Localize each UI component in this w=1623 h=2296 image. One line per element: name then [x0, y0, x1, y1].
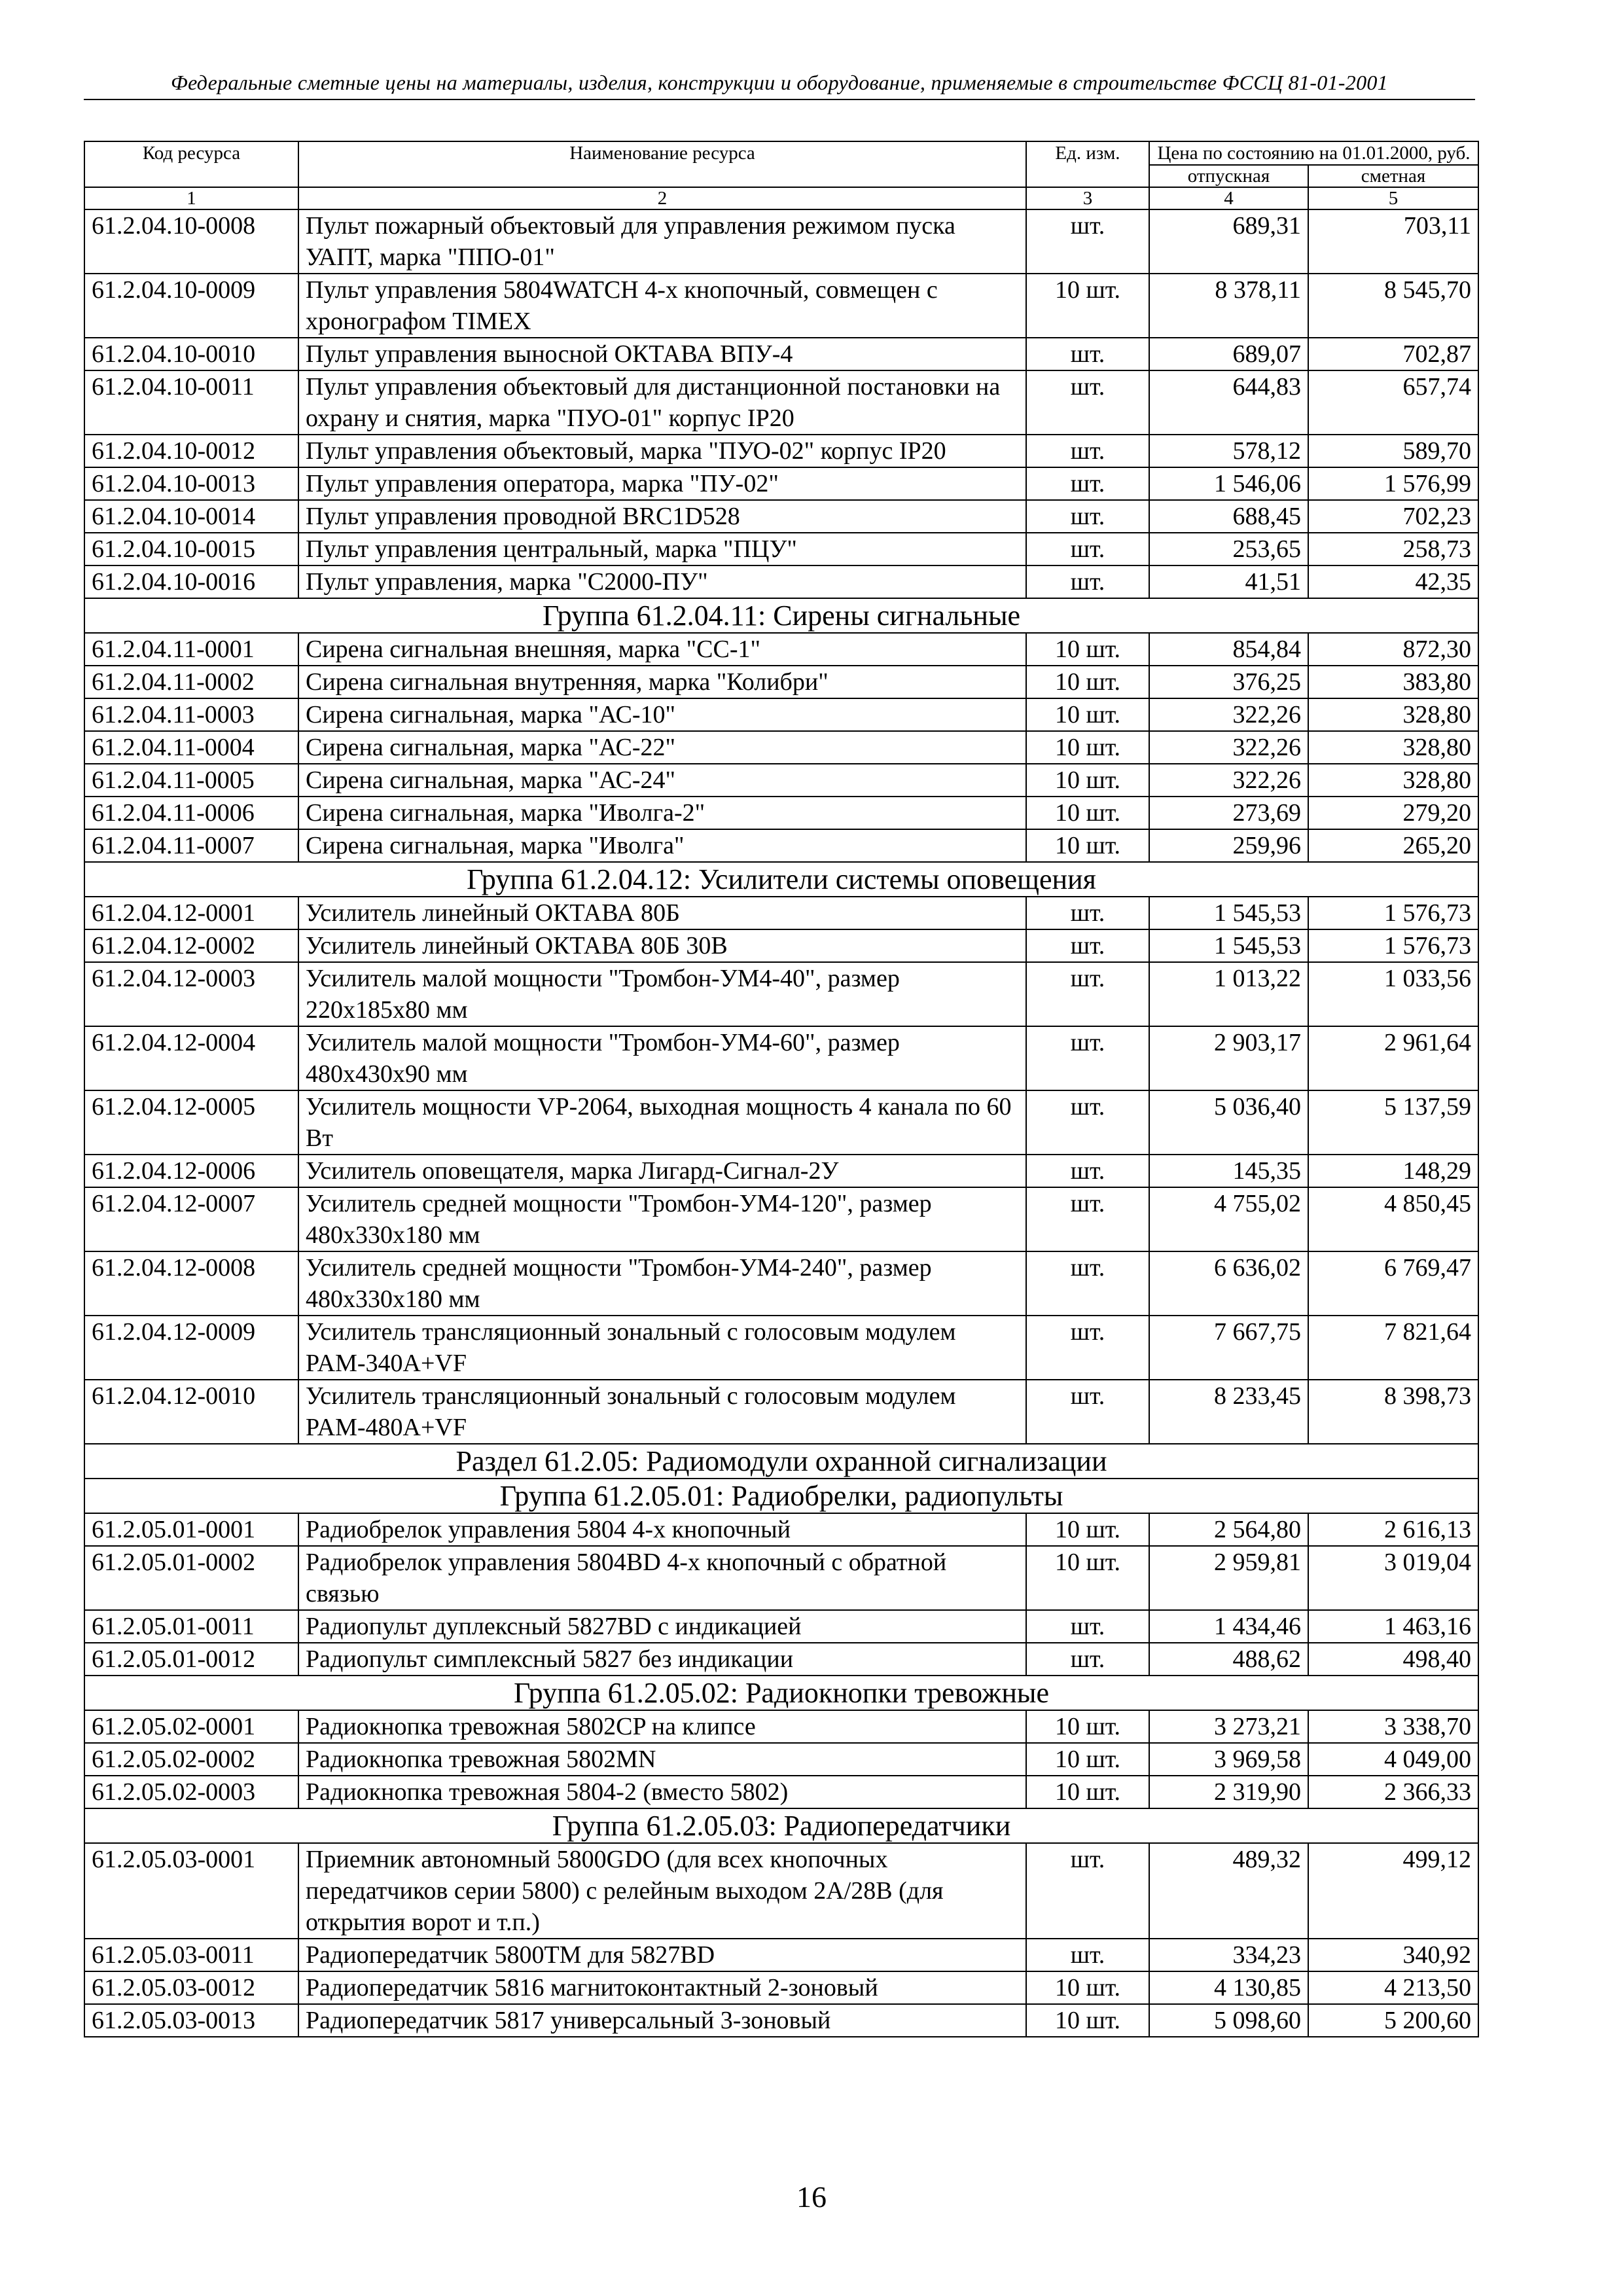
column-number: 4: [1149, 187, 1308, 209]
resource-name: Радиопульт дуплексный 5827BD с индикацией: [298, 1610, 1026, 1643]
release-price: 4 755,02: [1149, 1187, 1308, 1251]
estimate-price: 8 545,70: [1308, 274, 1478, 338]
table-row: [84, 500, 1478, 533]
page-number: 16: [796, 2180, 827, 2214]
resource-name: Усилитель средней мощности "Тромбон-УМ4-240", размер 480х330х180 мм: [298, 1251, 1026, 1316]
resource-code: 61.2.05.01-0012: [84, 1643, 298, 1676]
unit-of-measure: шт.: [1026, 962, 1149, 1026]
table-row: [84, 338, 1478, 370]
unit-of-measure: шт.: [1026, 209, 1149, 274]
table-row: [84, 1513, 1478, 1546]
resource-name: Пульт управления объектовый для дистанционной постановки на охрану и снятия, марка "ПУО-01" корпус IP20: [298, 370, 1026, 435]
resource-name: Сирена сигнальная внешняя, марка "СС-1": [298, 633, 1026, 666]
resource-name: Усилитель линейный ОКТАВА 80Б: [298, 897, 1026, 929]
table-row: [84, 1090, 1478, 1155]
unit-of-measure: шт.: [1026, 500, 1149, 533]
estimate-price: 2 366,33: [1308, 1776, 1478, 1808]
unit-of-measure: 10 шт.: [1026, 274, 1149, 338]
release-price: 322,26: [1149, 698, 1308, 731]
resource-code: 61.2.04.12-0003: [84, 962, 298, 1026]
resource-code: 61.2.05.03-0011: [84, 1939, 298, 1971]
resource-name: Усилитель линейный ОКТАВА 80Б 30В: [298, 929, 1026, 962]
release-price: 1 545,53: [1149, 929, 1308, 962]
table-row: [84, 533, 1478, 565]
resource-name: Радиокнопка тревожная 5802MN: [298, 1743, 1026, 1776]
resource-code: 61.2.05.02-0001: [84, 1710, 298, 1743]
resource-name: Усилитель малой мощности "Тромбон-УМ4-60", размер 480х430х90 мм: [298, 1026, 1026, 1090]
resource-name: Сирена сигнальная, марка "АС-22": [298, 731, 1026, 764]
resource-name: Пульт управления объектовый, марка "ПУО-02" корпус IP20: [298, 435, 1026, 467]
release-price: 1 546,06: [1149, 467, 1308, 500]
estimate-price: 1 576,99: [1308, 467, 1478, 500]
release-price: 322,26: [1149, 764, 1308, 797]
col-header-name: Наименование ресурса: [298, 141, 1026, 187]
table-row: [84, 1380, 1478, 1444]
resource-code: 61.2.05.03-0001: [84, 1843, 298, 1939]
estimate-price: 5 200,60: [1308, 2004, 1478, 2037]
estimate-price: 2 961,64: [1308, 1026, 1478, 1090]
unit-of-measure: шт.: [1026, 1155, 1149, 1187]
resource-name: Радиокнопка тревожная 5804-2 (вместо 5802): [298, 1776, 1026, 1808]
resource-name: Пульт управления, марка "С2000-ПУ": [298, 565, 1026, 598]
group-heading: Раздел 61.2.05: Радиомодули охранной сигнализации: [84, 1444, 1478, 1479]
resource-code: 61.2.05.02-0002: [84, 1743, 298, 1776]
resource-name: Радиопередатчик 5817 универсальный 3-зоновый: [298, 2004, 1026, 2037]
estimate-price: 1 463,16: [1308, 1610, 1478, 1643]
running-header: Федеральные сметные цены на материалы, изделия, конструкции и оборудование, применяемые в строительстве ФССЦ 81-01-2001: [84, 71, 1475, 100]
estimate-price: 4 049,00: [1308, 1743, 1478, 1776]
table-row: [84, 829, 1478, 862]
resource-code: 61.2.04.12-0005: [84, 1090, 298, 1155]
estimate-price: 702,23: [1308, 500, 1478, 533]
unit-of-measure: шт.: [1026, 370, 1149, 435]
release-price: 259,96: [1149, 829, 1308, 862]
release-price: 376,25: [1149, 666, 1308, 698]
resource-code: 61.2.04.10-0010: [84, 338, 298, 370]
resource-code: 61.2.05.03-0012: [84, 1971, 298, 2004]
resource-name: Сирена сигнальная, марка "АС-24": [298, 764, 1026, 797]
release-price: 1 545,53: [1149, 897, 1308, 929]
resource-code: 61.2.05.01-0002: [84, 1546, 298, 1610]
resource-code: 61.2.04.12-0009: [84, 1316, 298, 1380]
release-price: 7 667,75: [1149, 1316, 1308, 1380]
resource-name: Радиопульт симплексный 5827 без индикации: [298, 1643, 1026, 1676]
resource-code: 61.2.04.12-0002: [84, 929, 298, 962]
unit-of-measure: шт.: [1026, 1316, 1149, 1380]
table-row: [84, 1026, 1478, 1090]
estimate-price: 279,20: [1308, 797, 1478, 829]
column-number-row: [84, 187, 1478, 209]
resource-name: Радиопередатчик 5800TM для 5827BD: [298, 1939, 1026, 1971]
unit-of-measure: шт.: [1026, 1187, 1149, 1251]
resource-code: 61.2.04.10-0009: [84, 274, 298, 338]
group-heading-row: [84, 1676, 1478, 1710]
release-price: 5 036,40: [1149, 1090, 1308, 1155]
table-row: [84, 1187, 1478, 1251]
unit-of-measure: шт.: [1026, 1090, 1149, 1155]
resource-code: 61.2.04.10-0012: [84, 435, 298, 467]
col-header-estimate: сметная: [1308, 165, 1478, 187]
column-number: 5: [1308, 187, 1478, 209]
resource-code: 61.2.04.11-0003: [84, 698, 298, 731]
release-price: 322,26: [1149, 731, 1308, 764]
group-heading-row: [84, 598, 1478, 633]
release-price: 2 903,17: [1149, 1026, 1308, 1090]
unit-of-measure: шт.: [1026, 1939, 1149, 1971]
resource-code: 61.2.04.12-0006: [84, 1155, 298, 1187]
unit-of-measure: шт.: [1026, 533, 1149, 565]
release-price: 1 434,46: [1149, 1610, 1308, 1643]
release-price: 6 636,02: [1149, 1251, 1308, 1316]
estimate-price: 1 576,73: [1308, 929, 1478, 962]
resource-name: Сирена сигнальная, марка "Иволга-2": [298, 797, 1026, 829]
table-row: [84, 1776, 1478, 1808]
estimate-price: 703,11: [1308, 209, 1478, 274]
release-price: 689,07: [1149, 338, 1308, 370]
release-price: 854,84: [1149, 633, 1308, 666]
unit-of-measure: 10 шт.: [1026, 1513, 1149, 1546]
resource-name: Пульт управления выносной ОКТАВА ВПУ-4: [298, 338, 1026, 370]
table-row: [84, 1843, 1478, 1939]
resource-name: Радиокнопка тревожная 5802CP на клипсе: [298, 1710, 1026, 1743]
release-price: 5 098,60: [1149, 2004, 1308, 2037]
unit-of-measure: 10 шт.: [1026, 698, 1149, 731]
table-row: [84, 962, 1478, 1026]
table-row: [84, 929, 1478, 962]
group-heading: Группа 61.2.05.01: Радиобрелки, радиопульты: [84, 1479, 1478, 1513]
unit-of-measure: шт.: [1026, 929, 1149, 962]
table-row: [84, 797, 1478, 829]
estimate-price: 148,29: [1308, 1155, 1478, 1187]
unit-of-measure: шт.: [1026, 1610, 1149, 1643]
resource-name: Усилитель средней мощности "Тромбон-УМ4-120", размер 480х330х180 мм: [298, 1187, 1026, 1251]
table-row: [84, 1971, 1478, 2004]
group-heading: Группа 61.2.05.03: Радиопередатчики: [84, 1808, 1478, 1843]
unit-of-measure: 10 шт.: [1026, 666, 1149, 698]
resource-code: 61.2.04.11-0002: [84, 666, 298, 698]
estimate-price: 2 616,13: [1308, 1513, 1478, 1546]
estimate-price: 1 576,73: [1308, 897, 1478, 929]
release-price: 145,35: [1149, 1155, 1308, 1187]
resource-name: Усилитель трансляционный зональный с голосовым модулем PAM-480A+VF: [298, 1380, 1026, 1444]
price-table: [84, 141, 1479, 2037]
unit-of-measure: 10 шт.: [1026, 829, 1149, 862]
estimate-price: 702,87: [1308, 338, 1478, 370]
estimate-price: 589,70: [1308, 435, 1478, 467]
estimate-price: 1 033,56: [1308, 962, 1478, 1026]
resource-name: Пульт управления центральный, марка "ПЦУ": [298, 533, 1026, 565]
resource-code: 61.2.04.10-0011: [84, 370, 298, 435]
group-heading-row: [84, 1479, 1478, 1513]
table-row: [84, 633, 1478, 666]
resource-code: 61.2.04.11-0006: [84, 797, 298, 829]
unit-of-measure: 10 шт.: [1026, 1710, 1149, 1743]
release-price: 578,12: [1149, 435, 1308, 467]
estimate-price: 258,73: [1308, 533, 1478, 565]
table-row: [84, 1710, 1478, 1743]
estimate-price: 872,30: [1308, 633, 1478, 666]
table-row: [84, 1546, 1478, 1610]
group-heading-row: [84, 1444, 1478, 1479]
col-header-release: отпускная: [1149, 165, 1308, 187]
release-price: 2 564,80: [1149, 1513, 1308, 1546]
resource-name: Сирена сигнальная, марка "Иволга": [298, 829, 1026, 862]
resource-name: Пульт управления оператора, марка "ПУ-02": [298, 467, 1026, 500]
estimate-price: 3 019,04: [1308, 1546, 1478, 1610]
table-row: [84, 666, 1478, 698]
resource-code: 61.2.05.03-0013: [84, 2004, 298, 2037]
unit-of-measure: 10 шт.: [1026, 2004, 1149, 2037]
resource-name: Усилитель трансляционный зональный с голосовым модулем PAM-340A+VF: [298, 1316, 1026, 1380]
estimate-price: 4 850,45: [1308, 1187, 1478, 1251]
resource-code: 61.2.04.12-0004: [84, 1026, 298, 1090]
resource-name: Сирена сигнальная внутренняя, марка "Колибри": [298, 666, 1026, 698]
unit-of-measure: шт.: [1026, 1643, 1149, 1676]
table-row: [84, 1643, 1478, 1676]
estimate-price: 6 769,47: [1308, 1251, 1478, 1316]
resource-code: 61.2.04.10-0014: [84, 500, 298, 533]
col-header-unit: Ед. изм.: [1026, 141, 1149, 187]
estimate-price: 7 821,64: [1308, 1316, 1478, 1380]
unit-of-measure: шт.: [1026, 338, 1149, 370]
unit-of-measure: 10 шт.: [1026, 1776, 1149, 1808]
release-price: 3 273,21: [1149, 1710, 1308, 1743]
table-row: [84, 764, 1478, 797]
release-price: 644,83: [1149, 370, 1308, 435]
table-header-row: [84, 141, 1478, 165]
unit-of-measure: 10 шт.: [1026, 731, 1149, 764]
estimate-price: 3 338,70: [1308, 1710, 1478, 1743]
table-row: [84, 467, 1478, 500]
unit-of-measure: 10 шт.: [1026, 1971, 1149, 2004]
release-price: 489,32: [1149, 1843, 1308, 1939]
estimate-price: 328,80: [1308, 698, 1478, 731]
unit-of-measure: 10 шт.: [1026, 1546, 1149, 1610]
group-heading-row: [84, 1808, 1478, 1843]
table-row: [84, 435, 1478, 467]
group-heading: Группа 61.2.05.02: Радиокнопки тревожные: [84, 1676, 1478, 1710]
resource-code: 61.2.04.12-0001: [84, 897, 298, 929]
table-row: [84, 209, 1478, 274]
resource-name: Пульт управления 5804WATCH 4-х кнопочный, совмещен с хронографом TIMEX: [298, 274, 1026, 338]
resource-name: Приемник автономный 5800GDO (для всех кнопочных передатчиков серии 5800) с релейным выходом 2А/28В (для открытия ворот и т.п.): [298, 1843, 1026, 1939]
table-row: [84, 2004, 1478, 2037]
resource-name: Радиопередатчик 5816 магнитоконтактный 2-зоновый: [298, 1971, 1026, 2004]
unit-of-measure: 10 шт.: [1026, 1743, 1149, 1776]
resource-code: 61.2.04.11-0001: [84, 633, 298, 666]
table-row: [84, 1743, 1478, 1776]
group-heading: Группа 61.2.04.11: Сирены сигнальные: [84, 598, 1478, 633]
estimate-price: 265,20: [1308, 829, 1478, 862]
release-price: 2 959,81: [1149, 1546, 1308, 1610]
release-price: 689,31: [1149, 209, 1308, 274]
resource-code: 61.2.04.10-0008: [84, 209, 298, 274]
unit-of-measure: шт.: [1026, 1251, 1149, 1316]
table-row: [84, 731, 1478, 764]
release-price: 688,45: [1149, 500, 1308, 533]
resource-code: 61.2.04.12-0007: [84, 1187, 298, 1251]
column-number: 1: [84, 187, 298, 209]
estimate-price: 4 213,50: [1308, 1971, 1478, 2004]
resource-code: 61.2.04.12-0008: [84, 1251, 298, 1316]
estimate-price: 328,80: [1308, 731, 1478, 764]
unit-of-measure: шт.: [1026, 1380, 1149, 1444]
estimate-price: 5 137,59: [1308, 1090, 1478, 1155]
resource-name: Пульт пожарный объектовый для управления режимом пуска УАПТ, марка "ППО-01": [298, 209, 1026, 274]
resource-code: 61.2.05.01-0001: [84, 1513, 298, 1546]
estimate-price: 328,80: [1308, 764, 1478, 797]
estimate-price: 498,40: [1308, 1643, 1478, 1676]
unit-of-measure: 10 шт.: [1026, 633, 1149, 666]
release-price: 8 378,11: [1149, 274, 1308, 338]
resource-name: Пульт управления проводной BRC1D528: [298, 500, 1026, 533]
resource-code: 61.2.04.10-0015: [84, 533, 298, 565]
resource-code: 61.2.04.10-0016: [84, 565, 298, 598]
table-row: [84, 370, 1478, 435]
estimate-price: 383,80: [1308, 666, 1478, 698]
resource-code: 61.2.04.10-0013: [84, 467, 298, 500]
unit-of-measure: 10 шт.: [1026, 764, 1149, 797]
unit-of-measure: шт.: [1026, 565, 1149, 598]
unit-of-measure: шт.: [1026, 435, 1149, 467]
table-row: [84, 1610, 1478, 1643]
resource-name: Радиобрелок управления 5804BD 4-х кнопочный с обратной связью: [298, 1546, 1026, 1610]
table-row: [84, 1939, 1478, 1971]
resource-name: Радиобрелок управления 5804 4-х кнопочный: [298, 1513, 1026, 1546]
table-body: [84, 209, 1478, 2037]
resource-code: 61.2.04.12-0010: [84, 1380, 298, 1444]
table-row: [84, 698, 1478, 731]
table-row: [84, 1316, 1478, 1380]
release-price: 8 233,45: [1149, 1380, 1308, 1444]
release-price: 1 013,22: [1149, 962, 1308, 1026]
release-price: 488,62: [1149, 1643, 1308, 1676]
table-row: [84, 1155, 1478, 1187]
table-row: [84, 1251, 1478, 1316]
resource-name: Усилитель мощности VP-2064, выходная мощность 4 канала по 60 Вт: [298, 1090, 1026, 1155]
resource-code: 61.2.04.11-0004: [84, 731, 298, 764]
unit-of-measure: шт.: [1026, 1843, 1149, 1939]
resource-code: 61.2.05.02-0003: [84, 1776, 298, 1808]
table-row: [84, 274, 1478, 338]
estimate-price: 657,74: [1308, 370, 1478, 435]
unit-of-measure: шт.: [1026, 897, 1149, 929]
release-price: 2 319,90: [1149, 1776, 1308, 1808]
col-header-price: Цена по состоянию на 01.01.2000, руб.: [1149, 141, 1478, 165]
column-number: 3: [1026, 187, 1149, 209]
release-price: 4 130,85: [1149, 1971, 1308, 2004]
table-row: [84, 565, 1478, 598]
release-price: 41,51: [1149, 565, 1308, 598]
estimate-price: 340,92: [1308, 1939, 1478, 1971]
resource-name: Усилитель малой мощности "Тромбон-УМ4-40", размер 220х185х80 мм: [298, 962, 1026, 1026]
resource-name: Сирена сигнальная, марка "АС-10": [298, 698, 1026, 731]
resource-code: 61.2.05.01-0011: [84, 1610, 298, 1643]
col-header-code: Код ресурса: [84, 141, 298, 187]
resource-name: Усилитель оповещателя, марка Лигард-Сигнал-2У: [298, 1155, 1026, 1187]
group-heading-row: [84, 862, 1478, 897]
resource-code: 61.2.04.11-0007: [84, 829, 298, 862]
group-heading: Группа 61.2.04.12: Усилители системы оповещения: [84, 862, 1478, 897]
resource-code: 61.2.04.11-0005: [84, 764, 298, 797]
release-price: 273,69: [1149, 797, 1308, 829]
table-row: [84, 897, 1478, 929]
unit-of-measure: шт.: [1026, 467, 1149, 500]
column-number: 2: [298, 187, 1026, 209]
estimate-price: 8 398,73: [1308, 1380, 1478, 1444]
release-price: 3 969,58: [1149, 1743, 1308, 1776]
estimate-price: 42,35: [1308, 565, 1478, 598]
unit-of-measure: шт.: [1026, 1026, 1149, 1090]
release-price: 253,65: [1149, 533, 1308, 565]
unit-of-measure: 10 шт.: [1026, 797, 1149, 829]
estimate-price: 499,12: [1308, 1843, 1478, 1939]
release-price: 334,23: [1149, 1939, 1308, 1971]
